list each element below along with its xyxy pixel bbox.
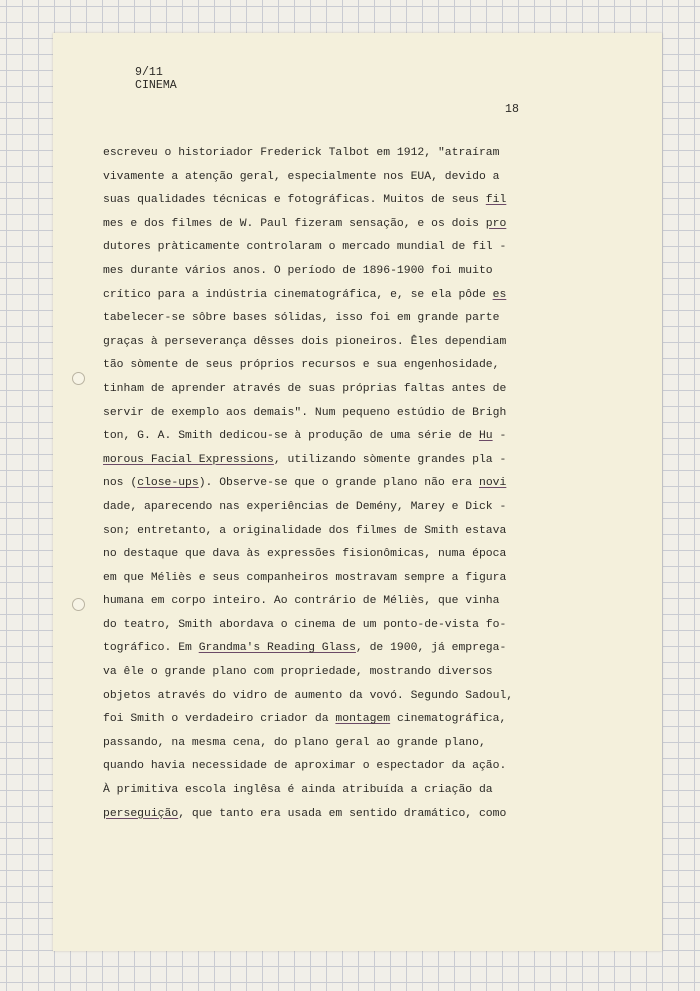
- text-line: [103, 213, 513, 237]
- text-segment: dutores pràticamente controlaram o mercado mundial de fil -: [103, 241, 507, 254]
- text-line: [103, 354, 513, 378]
- punch-hole-mark: [72, 372, 85, 385]
- underlined-text: close-ups: [137, 477, 199, 490]
- underlined-text: morous Facial Expressions: [103, 453, 274, 466]
- text-line: [103, 543, 513, 567]
- text-segment: servir de exemplo aos demais". Num pequeno estúdio de Brigh: [103, 406, 507, 419]
- text-segment: ton, G. A. Smith dedicou-se à produção de uma série de: [103, 430, 479, 443]
- text-line: [103, 614, 513, 638]
- text-line: [103, 260, 513, 284]
- text-segment: -: [492, 430, 507, 443]
- text-line: [103, 236, 513, 260]
- text-line: [103, 449, 513, 473]
- text-segment: va êle o grande plano com propriedade, mostrando diversos: [103, 666, 493, 679]
- underlined-text: novi: [478, 477, 507, 490]
- text-line: [103, 496, 513, 520]
- text-line: [103, 685, 513, 709]
- text-line: [103, 189, 513, 213]
- underlined-text: perseguição: [103, 807, 179, 820]
- text-line: [103, 779, 513, 803]
- text-segment: mes e dos filmes de W. Paul fizeram sensação, e os dois: [103, 217, 486, 230]
- text-line: [103, 520, 513, 544]
- text-segment: nos (: [103, 477, 138, 490]
- text-line: [103, 307, 513, 331]
- text-line: [103, 567, 513, 591]
- text-segment: , utilizando sòmente grandes pla -: [273, 453, 507, 466]
- text-line: [103, 378, 513, 402]
- text-segment: passando, na mesma cena, do plano geral ao grande plano,: [103, 736, 486, 749]
- text-segment: À primitiva escola inglêsa é ainda atribuída a criação da: [103, 784, 493, 797]
- text-line: [103, 166, 513, 190]
- underlined-text: Grandma's Reading Glass: [198, 642, 356, 655]
- text-segment: quando havia necessidade de aproximar o espectador da ação.: [103, 760, 507, 773]
- punch-hole-mark: [72, 598, 85, 611]
- text-segment: tinham de aprender através de suas próprias faltas antes de: [103, 382, 507, 395]
- text-segment: ). Observe-se que o grande plano não era: [198, 477, 479, 490]
- text-segment: graças à perseverança dêsses dois pioneiros. Êles dependiam: [103, 335, 507, 348]
- text-line: [103, 732, 513, 756]
- typewritten-page: [53, 33, 662, 951]
- section-title: CINEMA: [135, 79, 177, 92]
- text-line: [103, 331, 513, 355]
- text-segment: tográfico. Em: [103, 642, 199, 655]
- text-segment: , de 1900, já emprega-: [355, 642, 507, 655]
- text-line: [103, 472, 513, 496]
- text-segment: do teatro, Smith abordava o cinema de um ponto-de-vista fo-: [103, 618, 507, 631]
- text-segment: foi Smith o verdadeiro criador da: [103, 713, 336, 726]
- text-line: [103, 755, 513, 779]
- text-line: [103, 402, 513, 426]
- text-line: [103, 284, 513, 308]
- underlined-text: pro: [485, 217, 507, 230]
- text-line: [103, 142, 513, 166]
- text-segment: , que tanto era usada em sentido dramático, como: [178, 807, 507, 820]
- text-line: [103, 661, 513, 685]
- underlined-text: Hu: [478, 430, 493, 443]
- text-segment: tão sòmente de seus próprios recursos e sua engenhosidade,: [103, 359, 500, 372]
- page-number: 18: [505, 103, 519, 116]
- page-header: [135, 66, 177, 92]
- text-segment: mes durante vários anos. O período de 1896-1900 foi muito: [103, 264, 493, 277]
- text-segment: vivamente a atenção geral, especialmente nos EUA, devido a: [103, 170, 500, 183]
- text-segment: suas qualidades técnicas e fotográficas. Muitos de seus: [103, 194, 486, 207]
- body-text: [103, 142, 513, 826]
- text-segment: dade, aparecendo nas experiências de Demény, Marey e Dick -: [103, 500, 507, 513]
- text-segment: son; entretanto, a originalidade dos filmes de Smith estava: [103, 524, 507, 537]
- text-segment: objetos através do vidro de aumento da vovó. Segundo Sadoul,: [103, 689, 514, 702]
- text-segment: tabelecer-se sôbre bases sólidas, isso foi em grande parte: [103, 312, 500, 325]
- text-line: [103, 708, 513, 732]
- underlined-text: fil: [485, 194, 507, 207]
- text-line: [103, 425, 513, 449]
- text-line: [103, 590, 513, 614]
- underlined-text: montagem: [335, 713, 391, 726]
- underlined-text: es: [492, 288, 507, 301]
- text-segment: crítico para a indústria cinematográfica, e, se ela pôde: [103, 288, 493, 301]
- text-segment: em que Méliès e seus companheiros mostravam sempre a figura: [103, 571, 507, 584]
- text-segment: cinematográfica,: [390, 713, 507, 726]
- text-line: [103, 803, 513, 827]
- text-line: [103, 637, 513, 661]
- text-segment: escreveu o historiador Frederick Talbot em 1912, "atraíram: [103, 147, 500, 159]
- text-segment: no destaque que dava às expressões fisionômicas, numa época: [103, 548, 507, 561]
- text-segment: humana em corpo inteiro. Ao contrário de Méliès, que vinha: [103, 595, 500, 608]
- folio-reference: 9/11: [135, 66, 163, 79]
